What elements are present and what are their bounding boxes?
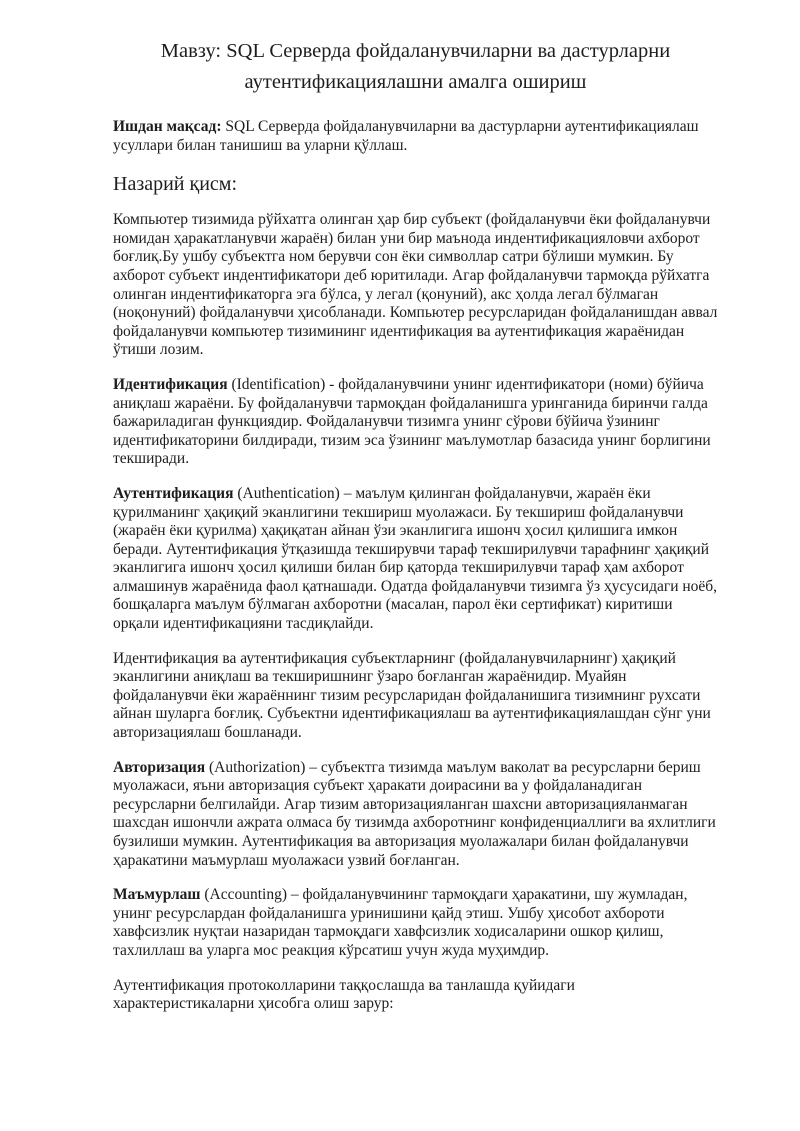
paragraph-text: Компьютер тизимида рўйхатга олинган ҳар бир субъект (фойдаланувчи ёки фойдаланувчи номидан ҳаракатланувчи жараён) билан уни бир маънода индентификацияловчи ахборот боғлиқ.Бу ушбу субъектга ном берувчи сон ёки символлар сатри бўлиши мумкин. Бу ахборот субъект индентификатори деб юритилади. Агар фойдаланувчи тармоқда рўйхатга олинган индентификаторга эга бўлса, у легал (қонуний), акс ҳолда легал бўлмаган (ноқонуний) фойдаланувчи ҳисобланади. Компьютер ресурсларидан фойдаланишдан аввал фойдаланувчи компьютер тизимининг идентификация ва аутентификация жараёнидан ўтиши лозим. bbox=[113, 211, 718, 359]
paragraph-accounting-term bbox=[113, 886, 718, 960]
term-authorization-label: Авторизация bbox=[113, 758, 206, 776]
paragraph-identification-term bbox=[113, 376, 718, 469]
goal-label: Ишдан мақсад: bbox=[113, 118, 222, 135]
goal-paragraph bbox=[113, 118, 718, 155]
term-accounting-label: Маъмурлаш bbox=[113, 886, 201, 904]
goal-text: SQL Серверда фойдаланувчиларни ва дастурларни аутентификациялаш усуллари билан танишиш ва уларни қўллаш. bbox=[113, 118, 699, 154]
paragraph-text: (Accounting) – фойдаланувчининг тармоқдаги ҳаракатини, шу жумладан, унинг ресурслардан фойдаланишга уринишини қайд этиш. Ушбу ҳисобот ахбороти хавфсизлик нуқтаи назаридан тармоқдаги хавфсизлик ходисаларини ошкор қилиш, тахлиллаш ва уларга мос реакция кўрсатиш учун жуда муҳимдир. bbox=[113, 886, 688, 959]
term-authentication-label: Аутентификация bbox=[113, 484, 234, 502]
paragraph-text: (Identification) - фойдаланувчини унинг идентификатори (номи) бўйича аниқлаш жараёни. Бу фойдаланувчи тармоқдан фойдаланишга уринганида биринчи галда бажариладиган функциядир. Фойдаланувчи тизимга унинг сўрови бўйича ўзининг идентификаторини билдиради, тизим эса ўзининг маълумотлар базасида унинг борлигини текширади. bbox=[113, 375, 711, 468]
paragraph-text: Идентификация ва аутентификация субъектларнинг (фойдаланувчиларнинг) ҳақиқий эканлигини аниқлаш ва текширишнинг ўзаро боғланган жараёнидир. Муайян фойдаланувчи ёки жараённинг тизим ресурсларидан фойдаланишига тизимнинг рухсати айнан шуларга боғлиқ. Субъектни идентификациялаш ва аутентификациялашдан сўнг уни авторизациялаш бошланади. bbox=[113, 649, 711, 742]
section-heading-theory: Назарий қисм: bbox=[113, 173, 238, 196]
document-title: Мавзу: SQL Серверда фойдаланувчиларни ва дастурларни аутентификациялашни амалга ошириш bbox=[160, 40, 671, 93]
term-identification-label: Идентификация bbox=[113, 375, 228, 393]
paragraph-text: Аутентификация протоколларини таққослашда ва танлашда қуйидаги характеристикаларни ҳисобга олиш зарур: bbox=[113, 976, 575, 1013]
paragraph-text: (Authorization) – субъектга тизимда маълум ваколат ва ресурсларни бериш муолажаси, яъни авторизация субъект ҳаракати доирасини ва у фойдаланадиган ресурсларни белгилайди. Агар тизим авторизацияланган шахсни авторизацияланмаган шахсдан ишончли ажрата олмаса бу тизимда ахборотнинг конфиденциаллиги ва яхлитлиги бузилиши мумкин. Аутентификация ва авторизация муолажалари билан фойдаланувчи ҳаракатини маъмурлаш муолажаси узвий боғланган. bbox=[113, 758, 716, 869]
paragraph-authentication-term bbox=[113, 485, 718, 634]
paragraph-identification-intro bbox=[113, 211, 718, 360]
paragraph-identification-authentication-relation bbox=[113, 650, 718, 743]
paragraph-protocol-comparison bbox=[113, 977, 718, 1014]
paragraph-text: (Authentication) – маълум қилинган фойдаланувчи, жараён ёки қурилманинг ҳақиқий эканлигини текшириш муолажаси. Бу текшириш фойдаланувчи (жараён ёки қурилма) ҳақиқатан айнан ўзи эканлигига ишонч ҳосил қилишига имкон беради. Аутентификация ўтқазишда текширувчи тараф текширилувчи тарафнинг ҳақиқий эканлигига ишонч ҳосил қилиши билан бир қаторда текширилувчи тараф ҳам ахборот алмашинув жараёнида фаол қатнашади. Одатда фойдаланувчи тизимга ўз ҳусусидаги ноёб, бошқаларга маълум бўлмаган ахборотни (масалан, парол ёки сертификат) киритиши орқали идентификацияни тасдиқлайди. bbox=[113, 484, 718, 633]
paragraph-authorization-term bbox=[113, 759, 718, 871]
